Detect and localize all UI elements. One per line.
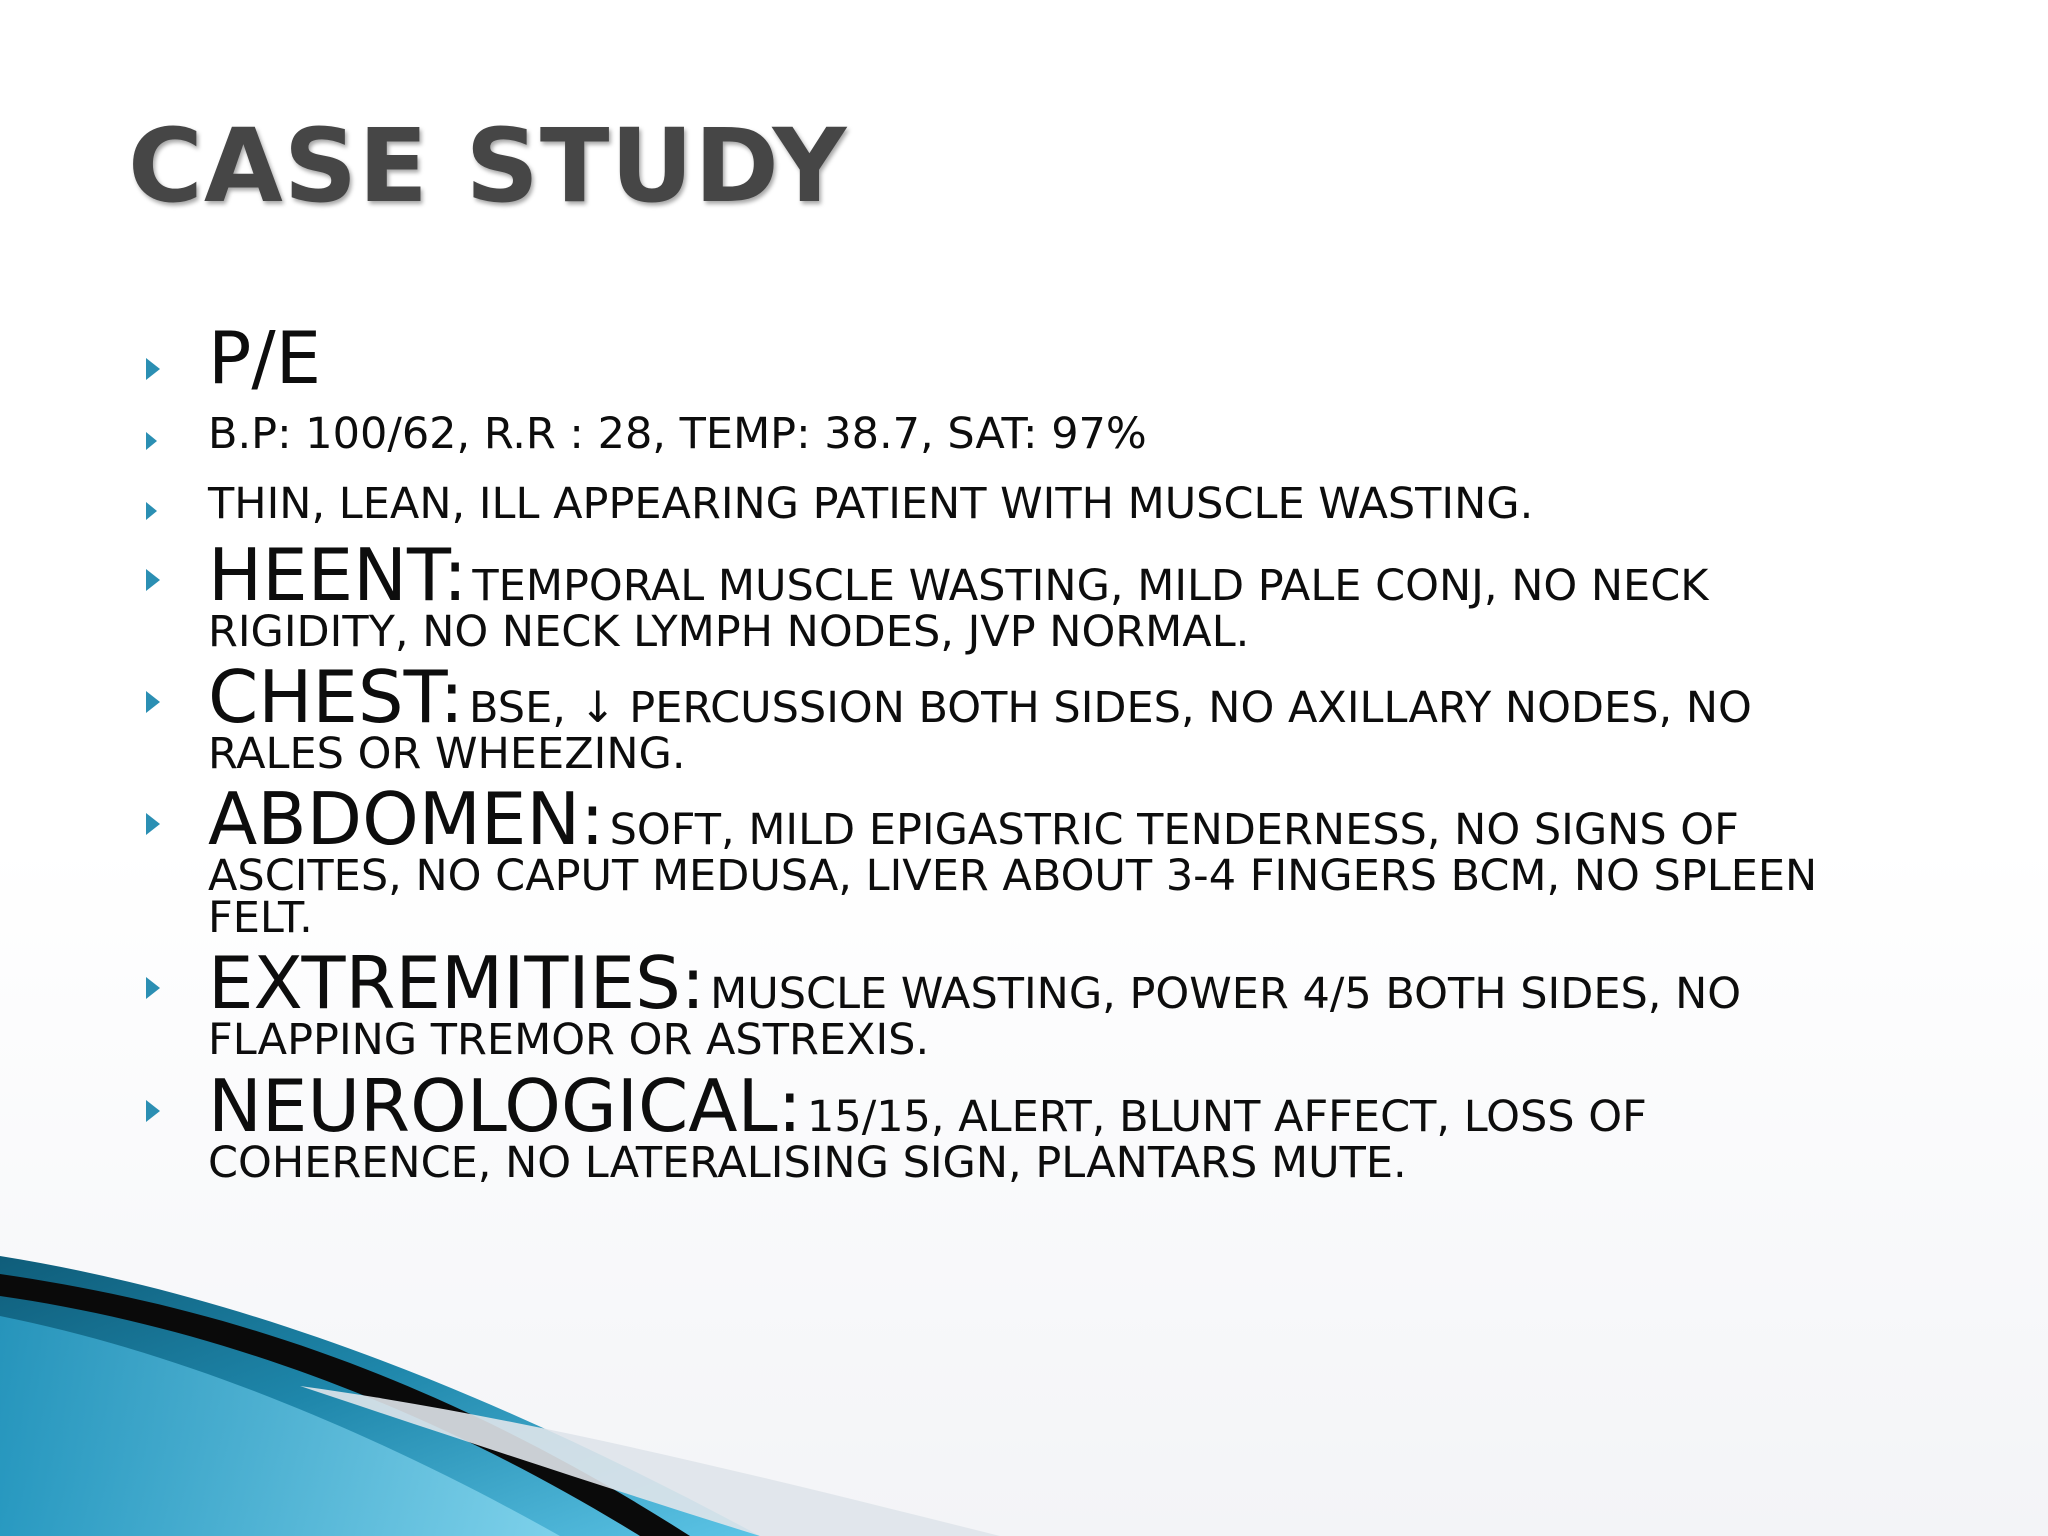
bullet-appearance (146, 478, 1866, 530)
bullet-marker-icon (146, 977, 160, 999)
slide-title: CASE STUDY (128, 107, 848, 226)
bullet-neurological (146, 1063, 1866, 1188)
bullet-marker-icon (146, 502, 157, 520)
extremities-text: MUSCLE WASTING, POWER 4/5 BOTH SIDES, NO FLAPPING TREMOR OR ASTREXIS. (208, 969, 1742, 1066)
neurological-text: 15/15, ALERT, BLUNT AFFECT, LOSS OF COHERENCE, NO LATERALISING SIGN, PLANTARS MUTE. (208, 1091, 1647, 1188)
bullet-list (146, 316, 1866, 1192)
abdomen-text: SOFT, MILD EPIGASTRIC TENDERNESS, NO SIGNS OF ASCITES, NO CAPUT MEDUSA, LIVER ABOUT 3-4 FINGERS BCM, NO SPLEEN FELT. (208, 805, 1818, 944)
bullet-extremities (146, 941, 1866, 1066)
bullet-chest (146, 655, 1866, 780)
decorative-wave-swoosh (0, 1256, 1000, 1536)
heent-text: TEMPORAL MUSCLE WASTING, MILD PALE CONJ, NO NECK RIGIDITY, NO NECK LYMPH NODES, JVP NORMAL. (208, 560, 1709, 657)
extremities-heading: EXTREMITIES: (208, 941, 706, 1026)
bullet-pe (146, 316, 1866, 400)
bullet-vitals (146, 408, 1866, 460)
bullet-abdomen (146, 777, 1866, 944)
bullet-marker-icon (146, 432, 157, 450)
heent-heading: HEENT: (208, 532, 468, 617)
bullet-heent (146, 532, 1866, 657)
chest-heading: CHEST: (208, 655, 464, 740)
chest-text: BSE, ↓ PERCUSSION BOTH SIDES, NO AXILLARY NODES, NO RALES OR WHEEZING. (208, 683, 1752, 780)
pe-heading: P/E (208, 316, 322, 400)
appearance-text: THIN, LEAN, ILL APPEARING PATIENT WITH MUSCLE WASTING. (208, 479, 1534, 530)
bullet-marker-icon (146, 1100, 160, 1122)
bullet-marker-icon (146, 691, 160, 713)
abdomen-heading: ABDOMEN: (208, 777, 605, 862)
bullet-marker-icon (146, 358, 160, 380)
bullet-marker-icon (146, 569, 160, 591)
vitals-text: B.P: 100/62, R.R : 28, TEMP: 38.7, SAT: 97% (208, 409, 1147, 459)
bullet-marker-icon (146, 813, 160, 835)
neurological-heading: NEUROLOGICAL: (208, 1063, 802, 1148)
